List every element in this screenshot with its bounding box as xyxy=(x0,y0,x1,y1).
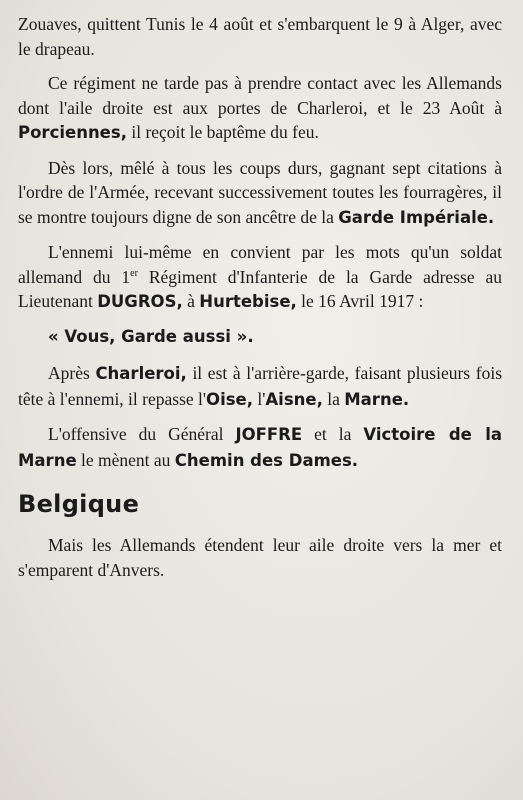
document-body xyxy=(18,12,502,592)
bold-hurtebise: Hurtebise, xyxy=(199,292,297,311)
paragraph-2: Ce régiment ne tarde pas à prendre contact avec les Allemands dont l'aile droite est aux portes de Charleroi, et le 23 Août à Porciennes, il reçoit le baptême du feu. xyxy=(18,73,502,142)
bold-dugros: DUGROS, xyxy=(97,292,183,311)
quote-line: « Vous, Garde aussi ». xyxy=(48,326,254,346)
paragraph-4: L'ennemi lui-même en convient par les mots qu'un soldat allemand du 1er Régiment d'Infanterie de la Garde adresse au Lieutenant DUGROS, à Hurtebise, le 16 Avril 1917 : xyxy=(18,242,502,311)
paragraph-3: Dès lors, mêlé à tous les coups durs, gagnant sept citations à l'ordre de l'Armée, recevant successivement toutes les fourragères, il se montre toujours digne de son ancêtre de la Garde Impériale. xyxy=(18,157,502,227)
section-heading-belgique: Belgique xyxy=(18,490,140,518)
paragraph-5: Après Charleroi, il est à l'arrière-garde, faisant plusieurs fois tête à l'ennemi, il repasse l'Oise, l'Aisne, la Marne. xyxy=(18,363,503,409)
paragraph-1: Zouaves, quittent Tunis le 4 août et s'embarquent le 9 à Alger, avec le drapeau. xyxy=(18,14,502,59)
bold-garde-imperiale: Garde Impériale. xyxy=(338,207,495,227)
bold-porciennes: Porciennes, xyxy=(18,123,127,142)
paragraph-6: L'offensive du Général JOFFRE et la Victoire de la Marne le mènent au Chemin des Dames. xyxy=(18,424,502,470)
paragraph-7: Mais les Allemands étendent leur aile droite vers la mer et s'emparent d'Anvers. xyxy=(18,535,502,580)
